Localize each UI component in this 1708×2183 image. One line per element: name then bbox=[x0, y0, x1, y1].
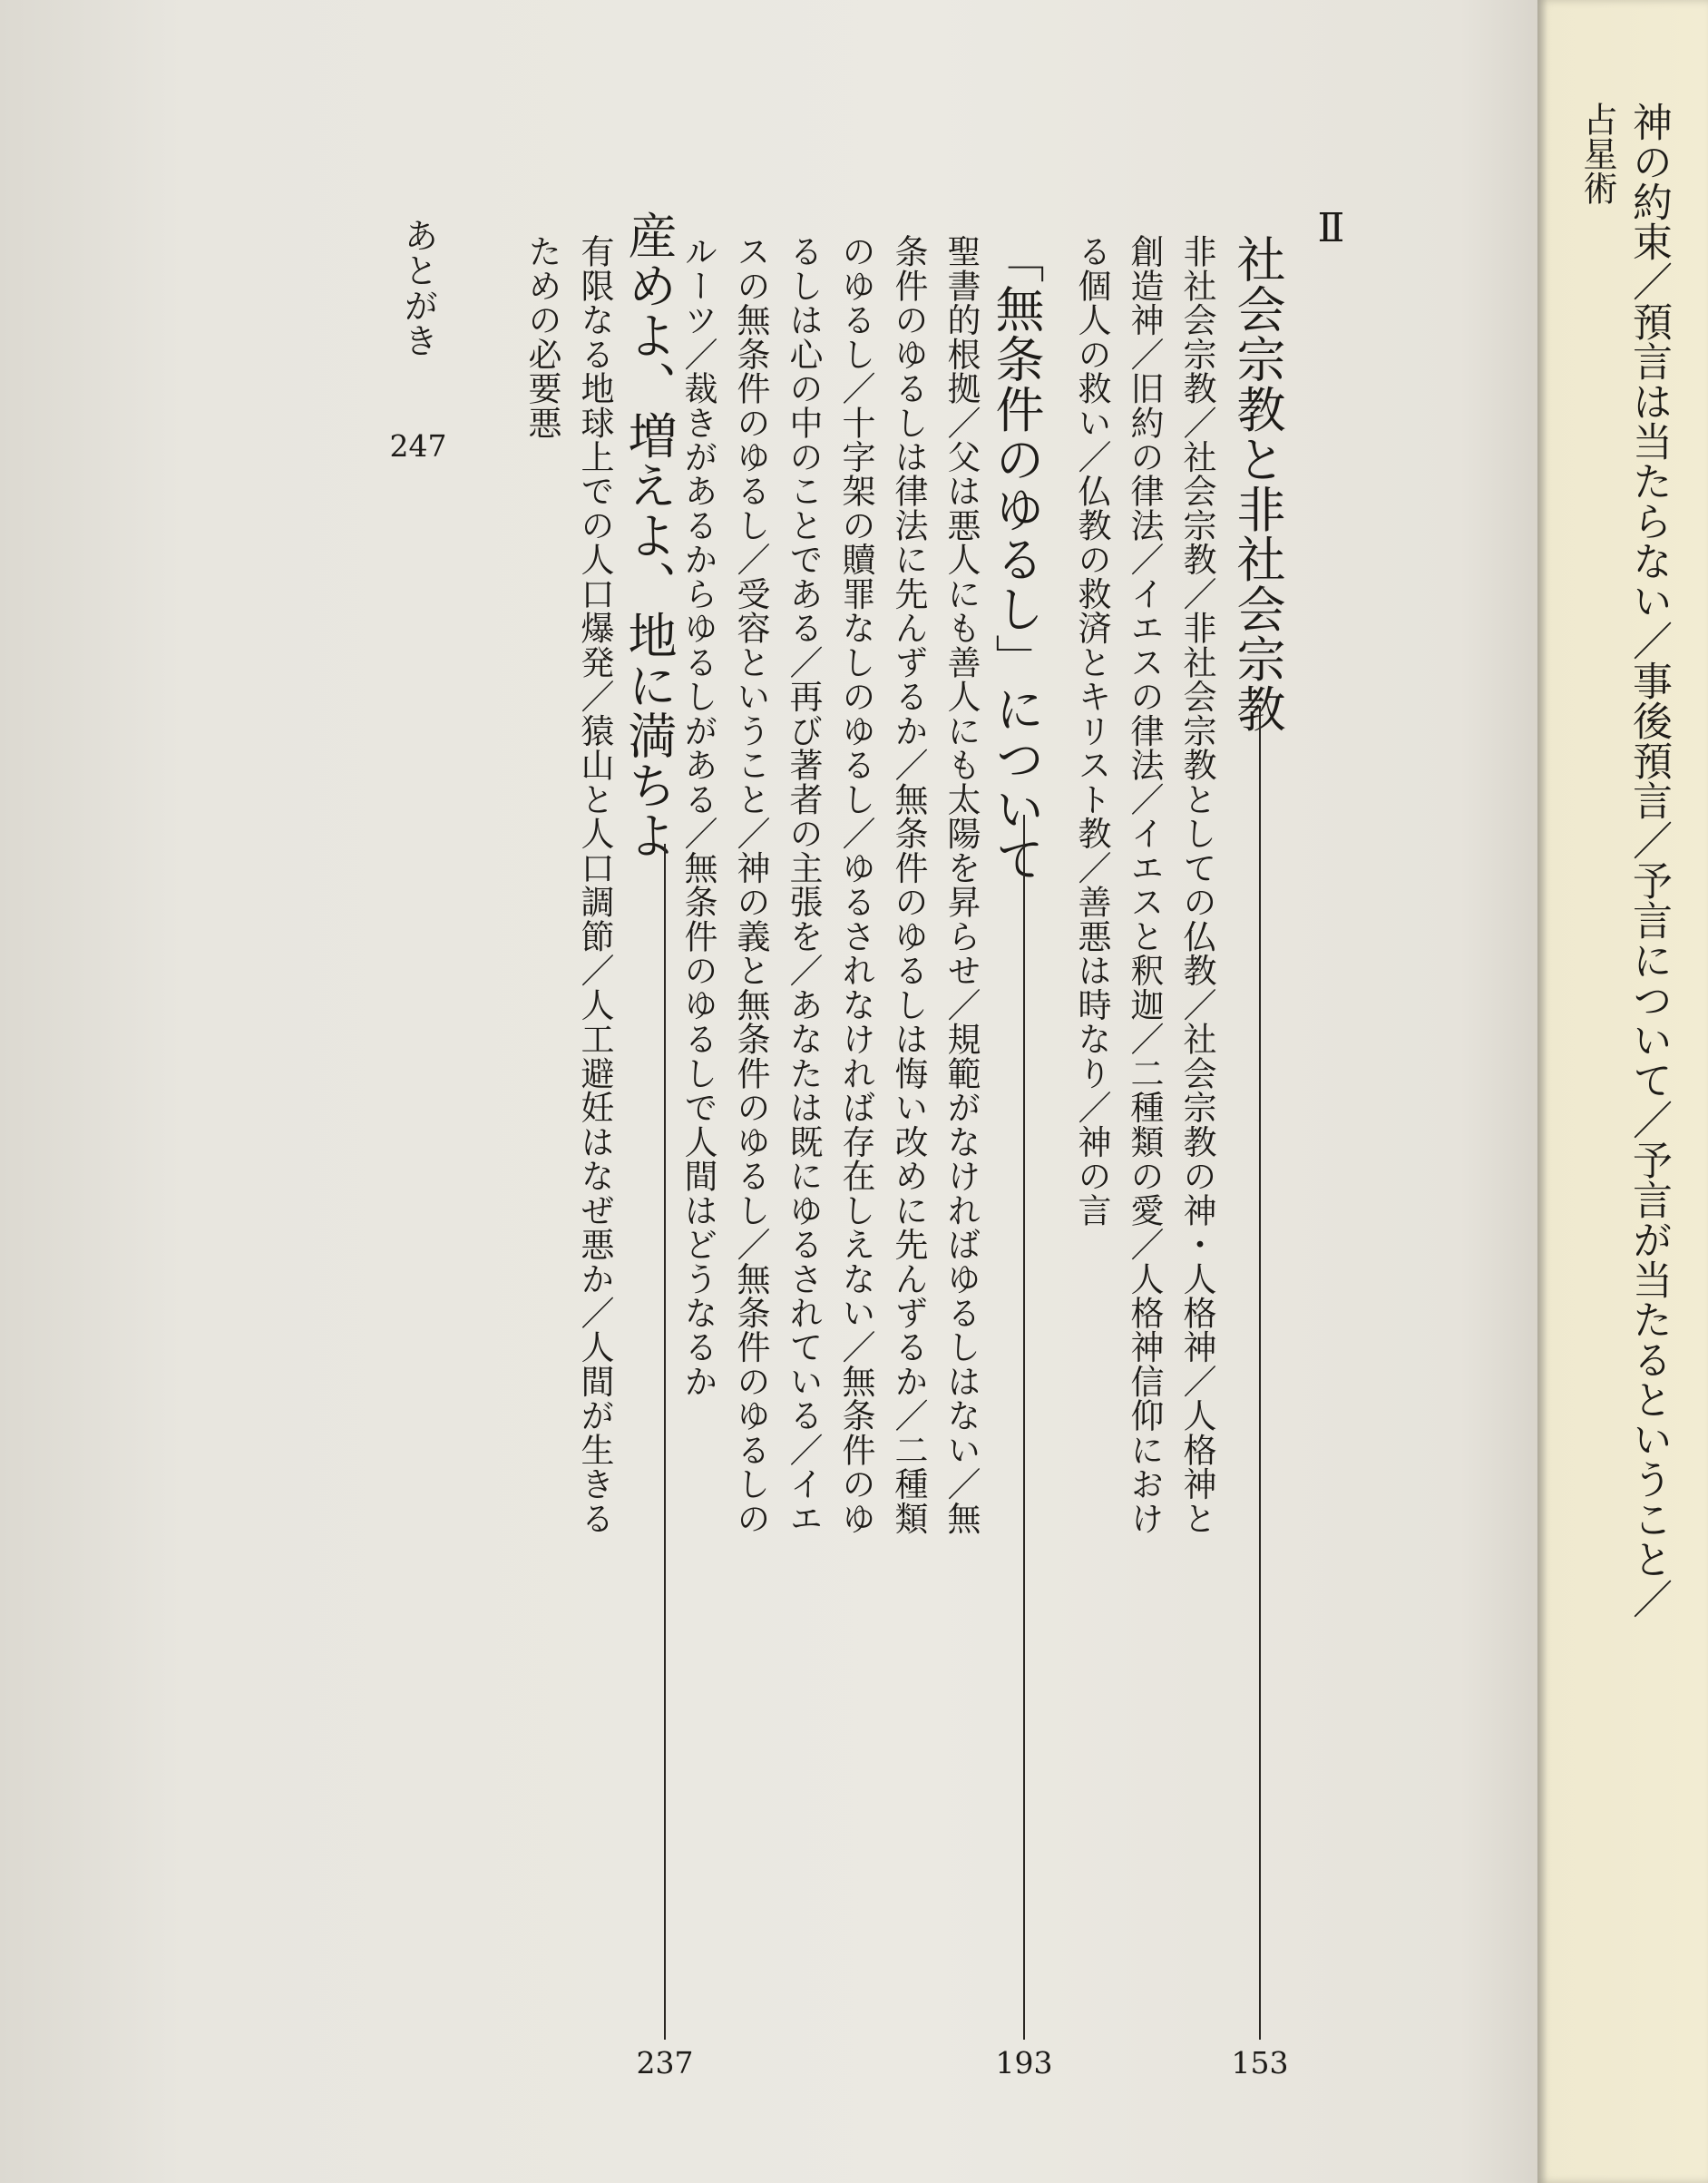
section-2-entry-line-3: のゆるし／十字架の贖罪なしのゆるし／ゆるされなければ存在しえない／無条件のゆ bbox=[836, 234, 875, 1536]
part-numeral: Ⅱ bbox=[1308, 205, 1354, 252]
section-1-entry-line-3: る個人の救い／仏教の救済とキリスト教／善悪は時なり／神の言 bbox=[1072, 234, 1111, 1228]
section-2-entry-line-5: スの無条件のゆるし／受容ということ／神の義と無条件のゆるし／無条件のゆるしの bbox=[731, 234, 770, 1536]
section-2-title: 「無条件のゆるし」について bbox=[988, 234, 1045, 885]
section-3-title: 産めよ、増えよ、地に満ちよ bbox=[620, 210, 678, 861]
section-1-leader-rule bbox=[1259, 706, 1261, 2040]
section-3-entry-line-2: ための必要悪 bbox=[522, 234, 561, 440]
section-2-page-number: 193 bbox=[995, 2045, 1053, 2080]
section-2-entry-line-4: るしは心の中のことである／再び著者の主張を／あなたは既にゆるされている／イエ bbox=[784, 234, 823, 1536]
section-1-entry-line-1: 非社会宗教／社会宗教／非社会宗教としての仏教／社会宗教の神・人格神／人格神と bbox=[1177, 234, 1216, 1536]
section-2-entry-line-2: 条件のゆるしは律法に先んずるか／無条件のゆるしは悔い改めに先んずるか／二種類 bbox=[889, 234, 928, 1536]
section-2-leader-rule bbox=[1023, 815, 1025, 2040]
afterword-title: あとがき bbox=[398, 218, 438, 359]
right-page-line-2: 占星術 bbox=[1577, 102, 1617, 205]
section-2-entry-line-6: ルーツ／裁きがあるからゆるしがある／無条件のゆるしで人間はどうなるか bbox=[678, 234, 717, 1399]
section-3-page-number: 237 bbox=[636, 2045, 694, 2080]
section-3-leader-rule bbox=[664, 844, 666, 2040]
section-3-entry-line-1: 有限なる地球上での人口爆発／猿山と人口調節／人工避妊はなぜ悪か／人間が生きる bbox=[575, 234, 614, 1536]
section-1-entry-line-2: 創造神／旧約の律法／イエスの律法／イエスと釈迦／二種類の愛／人格神信仰におけ bbox=[1125, 234, 1164, 1536]
right-page-line-1: 神の約束／預言は当たらない／事後預言／予言について／予言が当たるということ／ bbox=[1625, 102, 1672, 1619]
section-1-title: 社会宗教と非社会宗教 bbox=[1229, 234, 1286, 734]
section-1-page-number: 153 bbox=[1231, 2045, 1289, 2080]
right-page bbox=[1537, 0, 1708, 2183]
afterword-page-number: 247 bbox=[389, 428, 447, 464]
section-2-entry-line-1: 聖書的根拠／父は悪人にも善人にも太陽を昇らせ／規範がなければゆるしはない／無 bbox=[942, 234, 981, 1536]
